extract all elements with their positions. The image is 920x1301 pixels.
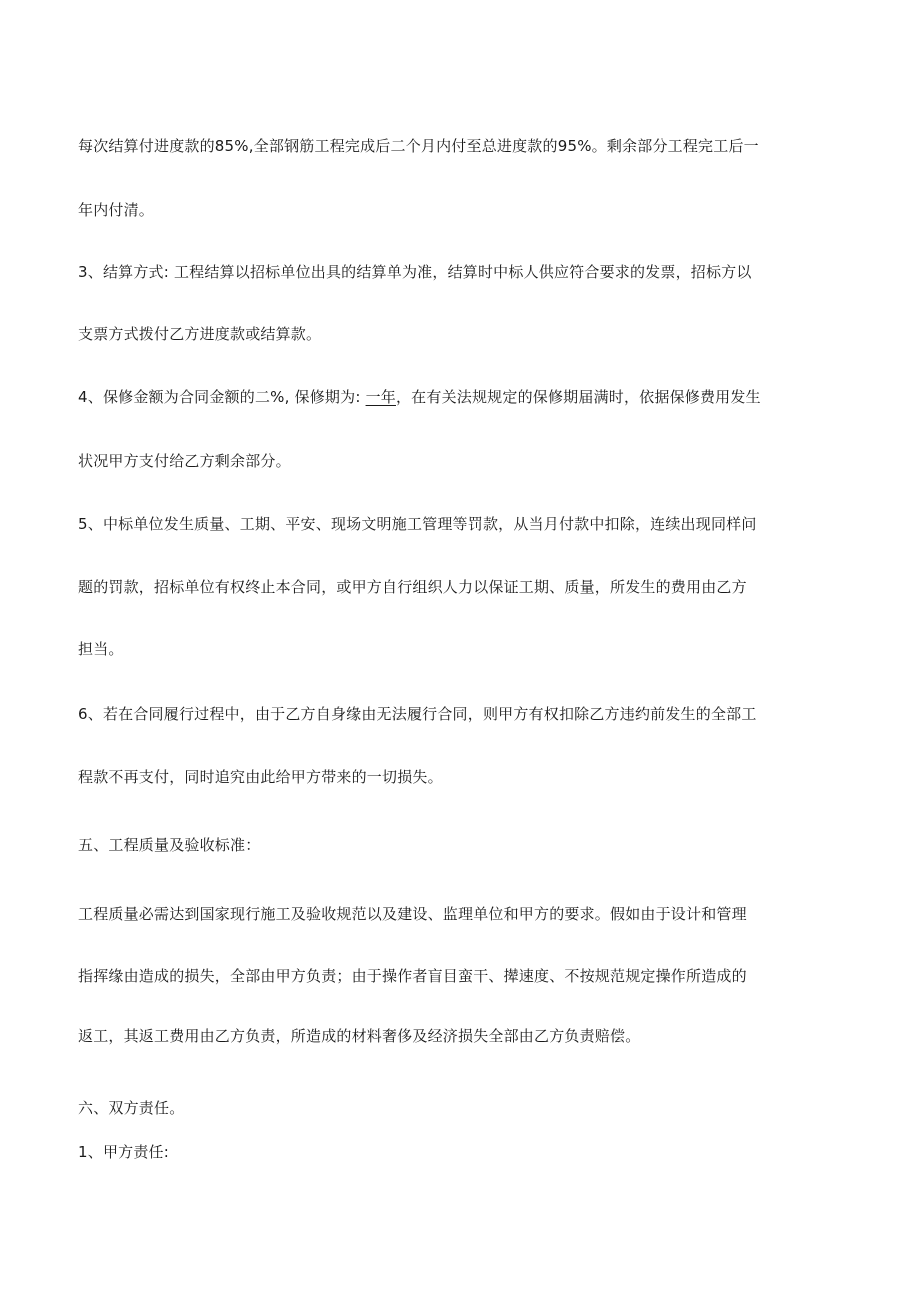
text-line: 返工，其返工费用由乙方负责，所造成的材料奢侈及经济损失全部由乙方负责赔偿。 xyxy=(78,1027,641,1045)
text-line: 指挥缘由造成的损失，全部由甲方负责；由于操作者盲目蛮干、撵速度、不按规范规定操作所造成的 xyxy=(78,967,747,985)
clause-3-line: 3、结算方式: 工程结算以招标单位出具的结算单为准，结算时中标人供应符合要求的发票，招标方以 xyxy=(78,263,752,281)
clause-6-line: 6、若在合同履行过程中，由于乙方自身缘由无法履行合同，则甲方有权扣除乙方违约前发生的全部工 xyxy=(78,705,757,723)
text-line: 题的罚款，招标单位有权终止本合同，或甲方自行组织人力以保证工期、质量，所发生的费用由乙方 xyxy=(78,578,747,596)
text-line: 支票方式拨付乙方进度款或结算款。 xyxy=(78,325,322,343)
section-6-heading: 六、双方责任。 xyxy=(78,1099,185,1117)
warranty-period-value: 一年 xyxy=(365,388,396,406)
text-line: 工程质量必需达到国家现行施工及验收规范以及建设、监理单位和甲方的要求。假如由于设计和管理 xyxy=(78,905,747,923)
text-line: 年内付清。 xyxy=(78,201,155,219)
text-line: 状况甲方支付给乙方剩余部分。 xyxy=(78,452,291,470)
clause-5-line: 5、中标单位发生质量、工期、平安、现场文明施工管理等罚款，从当月付款中扣除，连续出现同样问 xyxy=(78,515,757,533)
text-line: 程款不再支付，同时追究由此给甲方带来的一切损失。 xyxy=(78,768,443,786)
party-a-responsibility-heading: 1、甲方责任: xyxy=(78,1143,169,1161)
text-line: 每次结算付进度款的85%,全部钢筋工程完成后二个月内付至总进度款的95%。剩余部分工程完工后一 xyxy=(78,137,759,155)
clause-4-text-start: 4、保修金额为合同金额的二%, 保修期为: xyxy=(78,388,366,406)
clause-4-text-end: ，在有关法规规定的保修期届满时，依据保修费用发生 xyxy=(395,388,761,406)
text-line: 担当。 xyxy=(78,640,124,658)
clause-4-line xyxy=(78,386,838,408)
section-5-heading: 五、工程质量及验收标准： xyxy=(78,836,261,854)
